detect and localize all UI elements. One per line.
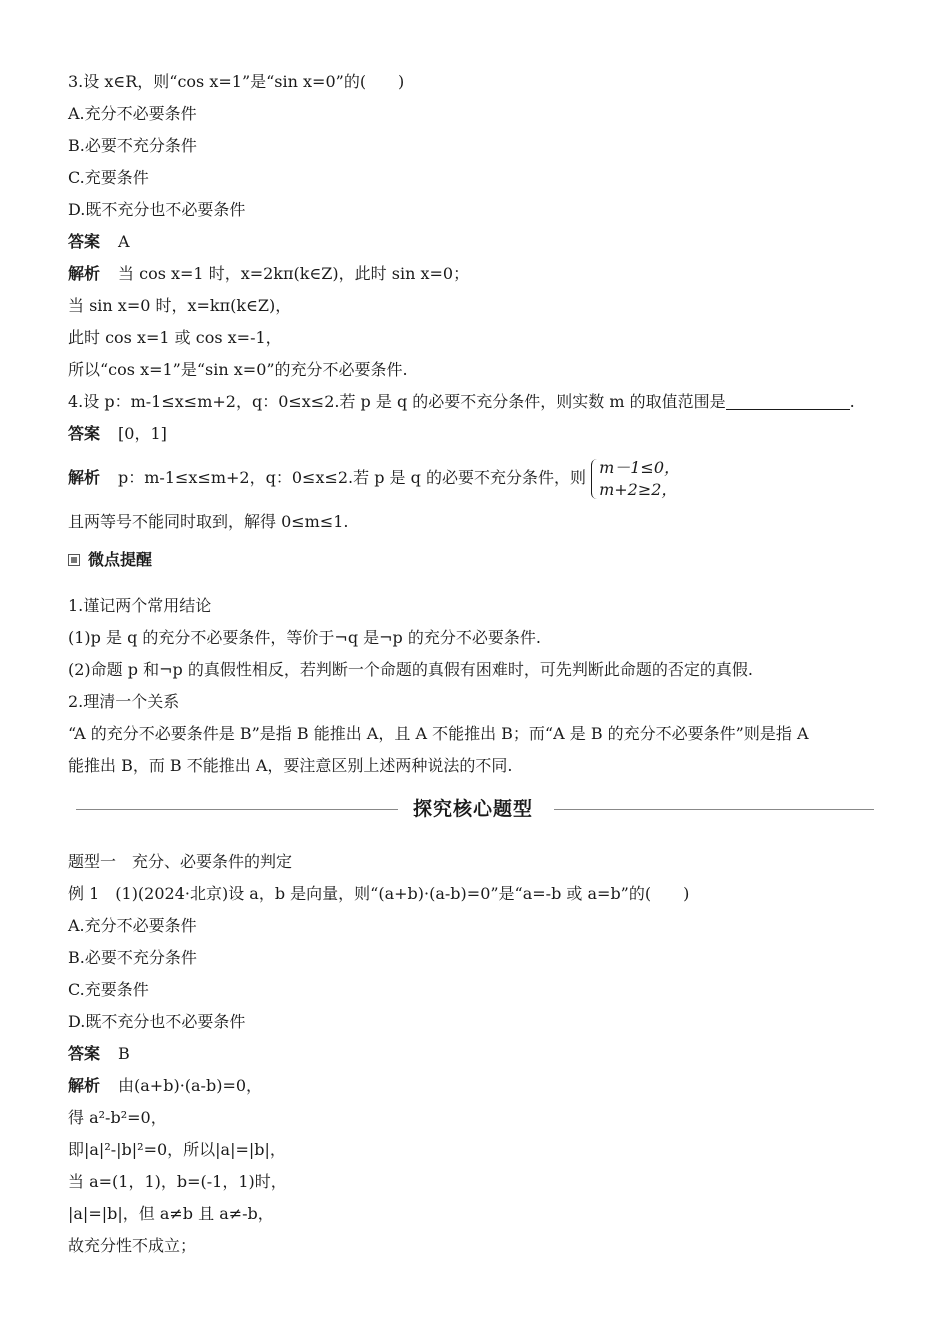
section-divider: [68, 782, 878, 838]
q4-stem-text: 4.设 p：m-1≤x≤m+2，q：0≤x≤2.若 p 是 q 的必要不充分条件，则实数 m 的取值范围是: [68, 392, 726, 411]
divider-rule-right: [554, 809, 874, 810]
example1-option-a: A.充分不必要条件: [68, 916, 197, 935]
q4-answer: [0，1]: [118, 424, 167, 443]
example1-analysis-line-5: |a|=|b|，但 a≠b 且 a≠-b，: [68, 1204, 274, 1223]
q4-case-1: m－1≤0，: [599, 457, 681, 477]
tip-line-6: 能推出 B，而 B 不能推出 A，要注意区别上述两种说法的不同.: [68, 756, 513, 775]
q3-answer-line: [68, 226, 878, 258]
document-page: [68, 66, 878, 1262]
tip-title: 微点提醒: [88, 550, 153, 569]
q4-conclusion: 且两等号不能同时取到，解得 0≤m≤1.: [68, 512, 349, 531]
q4-analysis-text: p：m-1≤x≤m+2，q：0≤x≤2.若 p 是 q 的必要不充分条件，则: [118, 468, 586, 487]
tip-line-1: 1.谨记两个常用结论: [68, 596, 212, 615]
answer-label: 答案: [68, 1044, 101, 1063]
q3-analysis-text: 当 cos x=1 时，x=2kπ(k∈Z)，此时 sin x=0；: [118, 264, 470, 283]
tip-line-4: 2.理清一个关系: [68, 692, 180, 711]
tip-line-3: (2)命题 p 和¬p 的真假性相反，若判断一个命题的真假有困难时，可先判断此命题的否定的真假.: [68, 660, 753, 679]
q3-option-a: A.充分不必要条件: [68, 104, 197, 123]
tip-heading: [68, 538, 878, 582]
example1-analysis-line-4: 当 a=(1，1)，b=(-1，1)时，: [68, 1172, 287, 1191]
answer-label: 答案: [68, 424, 101, 443]
q3-analysis-line-4: 所以“cos x=1”是“sin x=0”的充分不必要条件.: [68, 360, 408, 379]
q4-stem: [68, 386, 878, 418]
example1-analysis-line-3: 即|a|²-|b|²=0，所以|a|=|b|，: [68, 1140, 286, 1159]
example1-answer-line: [68, 1038, 878, 1070]
q4-case-system: [591, 457, 680, 501]
q3-option-b: B.必要不充分条件: [68, 136, 197, 155]
example1-option-c: C.充要条件: [68, 980, 149, 999]
q4-case-2: m+2≥2，: [599, 479, 678, 499]
q3-stem: 3.设 x∈R，则“cos x=1”是“sin x=0”的( ): [68, 72, 405, 91]
example1-stem: 例 1 (1)(2024·北京)设 a，b 是向量，则“(a+b)·(a-b)=0”是“a=-b 或 a=b”的( ): [68, 884, 690, 903]
q3-option-c: C.充要条件: [68, 168, 149, 187]
analysis-label: 解析: [68, 264, 101, 283]
q3-analysis-line-1: [68, 258, 878, 290]
q3-analysis-line-2: 当 sin x=0 时，x=kπ(k∈Z)，: [68, 296, 292, 315]
q3-option-d: D.既不充分也不必要条件: [68, 200, 246, 219]
section-title: 探究核心题型: [412, 798, 533, 820]
answer-label: 答案: [68, 232, 101, 251]
example1-option-d: D.既不充分也不必要条件: [68, 1012, 246, 1031]
q3-analysis-line-3: 此时 cos x=1 或 cos x=-1，: [68, 328, 282, 347]
analysis-label: 解析: [68, 1076, 101, 1095]
tip-line-2: (1)p 是 q 的充分不必要条件，等价于¬q 是¬p 的充分不必要条件.: [68, 628, 541, 647]
analysis-label: 解析: [68, 468, 101, 487]
tip-line-5: “A 的充分不必要条件是 B”是指 B 能推出 A，且 A 不能推出 B；而“A 是 B 的充分不必要条件”则是指 A: [68, 724, 809, 743]
note-icon: [68, 554, 80, 566]
example1-analysis-line-2: 得 a²-b²=0，: [68, 1108, 167, 1127]
q3-answer: A: [118, 232, 130, 251]
q4-analysis-line-1: [68, 450, 878, 506]
example1-analysis-line-6: 故充分性不成立；: [68, 1236, 197, 1255]
left-brace-icon: [591, 459, 598, 499]
example1-answer: B: [118, 1044, 130, 1063]
q4-answer-blank: [726, 391, 850, 410]
example1-option-b: B.必要不充分条件: [68, 948, 197, 967]
example1-analysis-text: 由(a+b)·(a-b)=0，: [118, 1076, 263, 1095]
example1-analysis-line-1: [68, 1070, 878, 1102]
q4-answer-line: [68, 418, 878, 450]
type1-heading: 题型一 充分、必要条件的判定: [68, 852, 293, 871]
q4-stem-end: .: [849, 392, 855, 411]
